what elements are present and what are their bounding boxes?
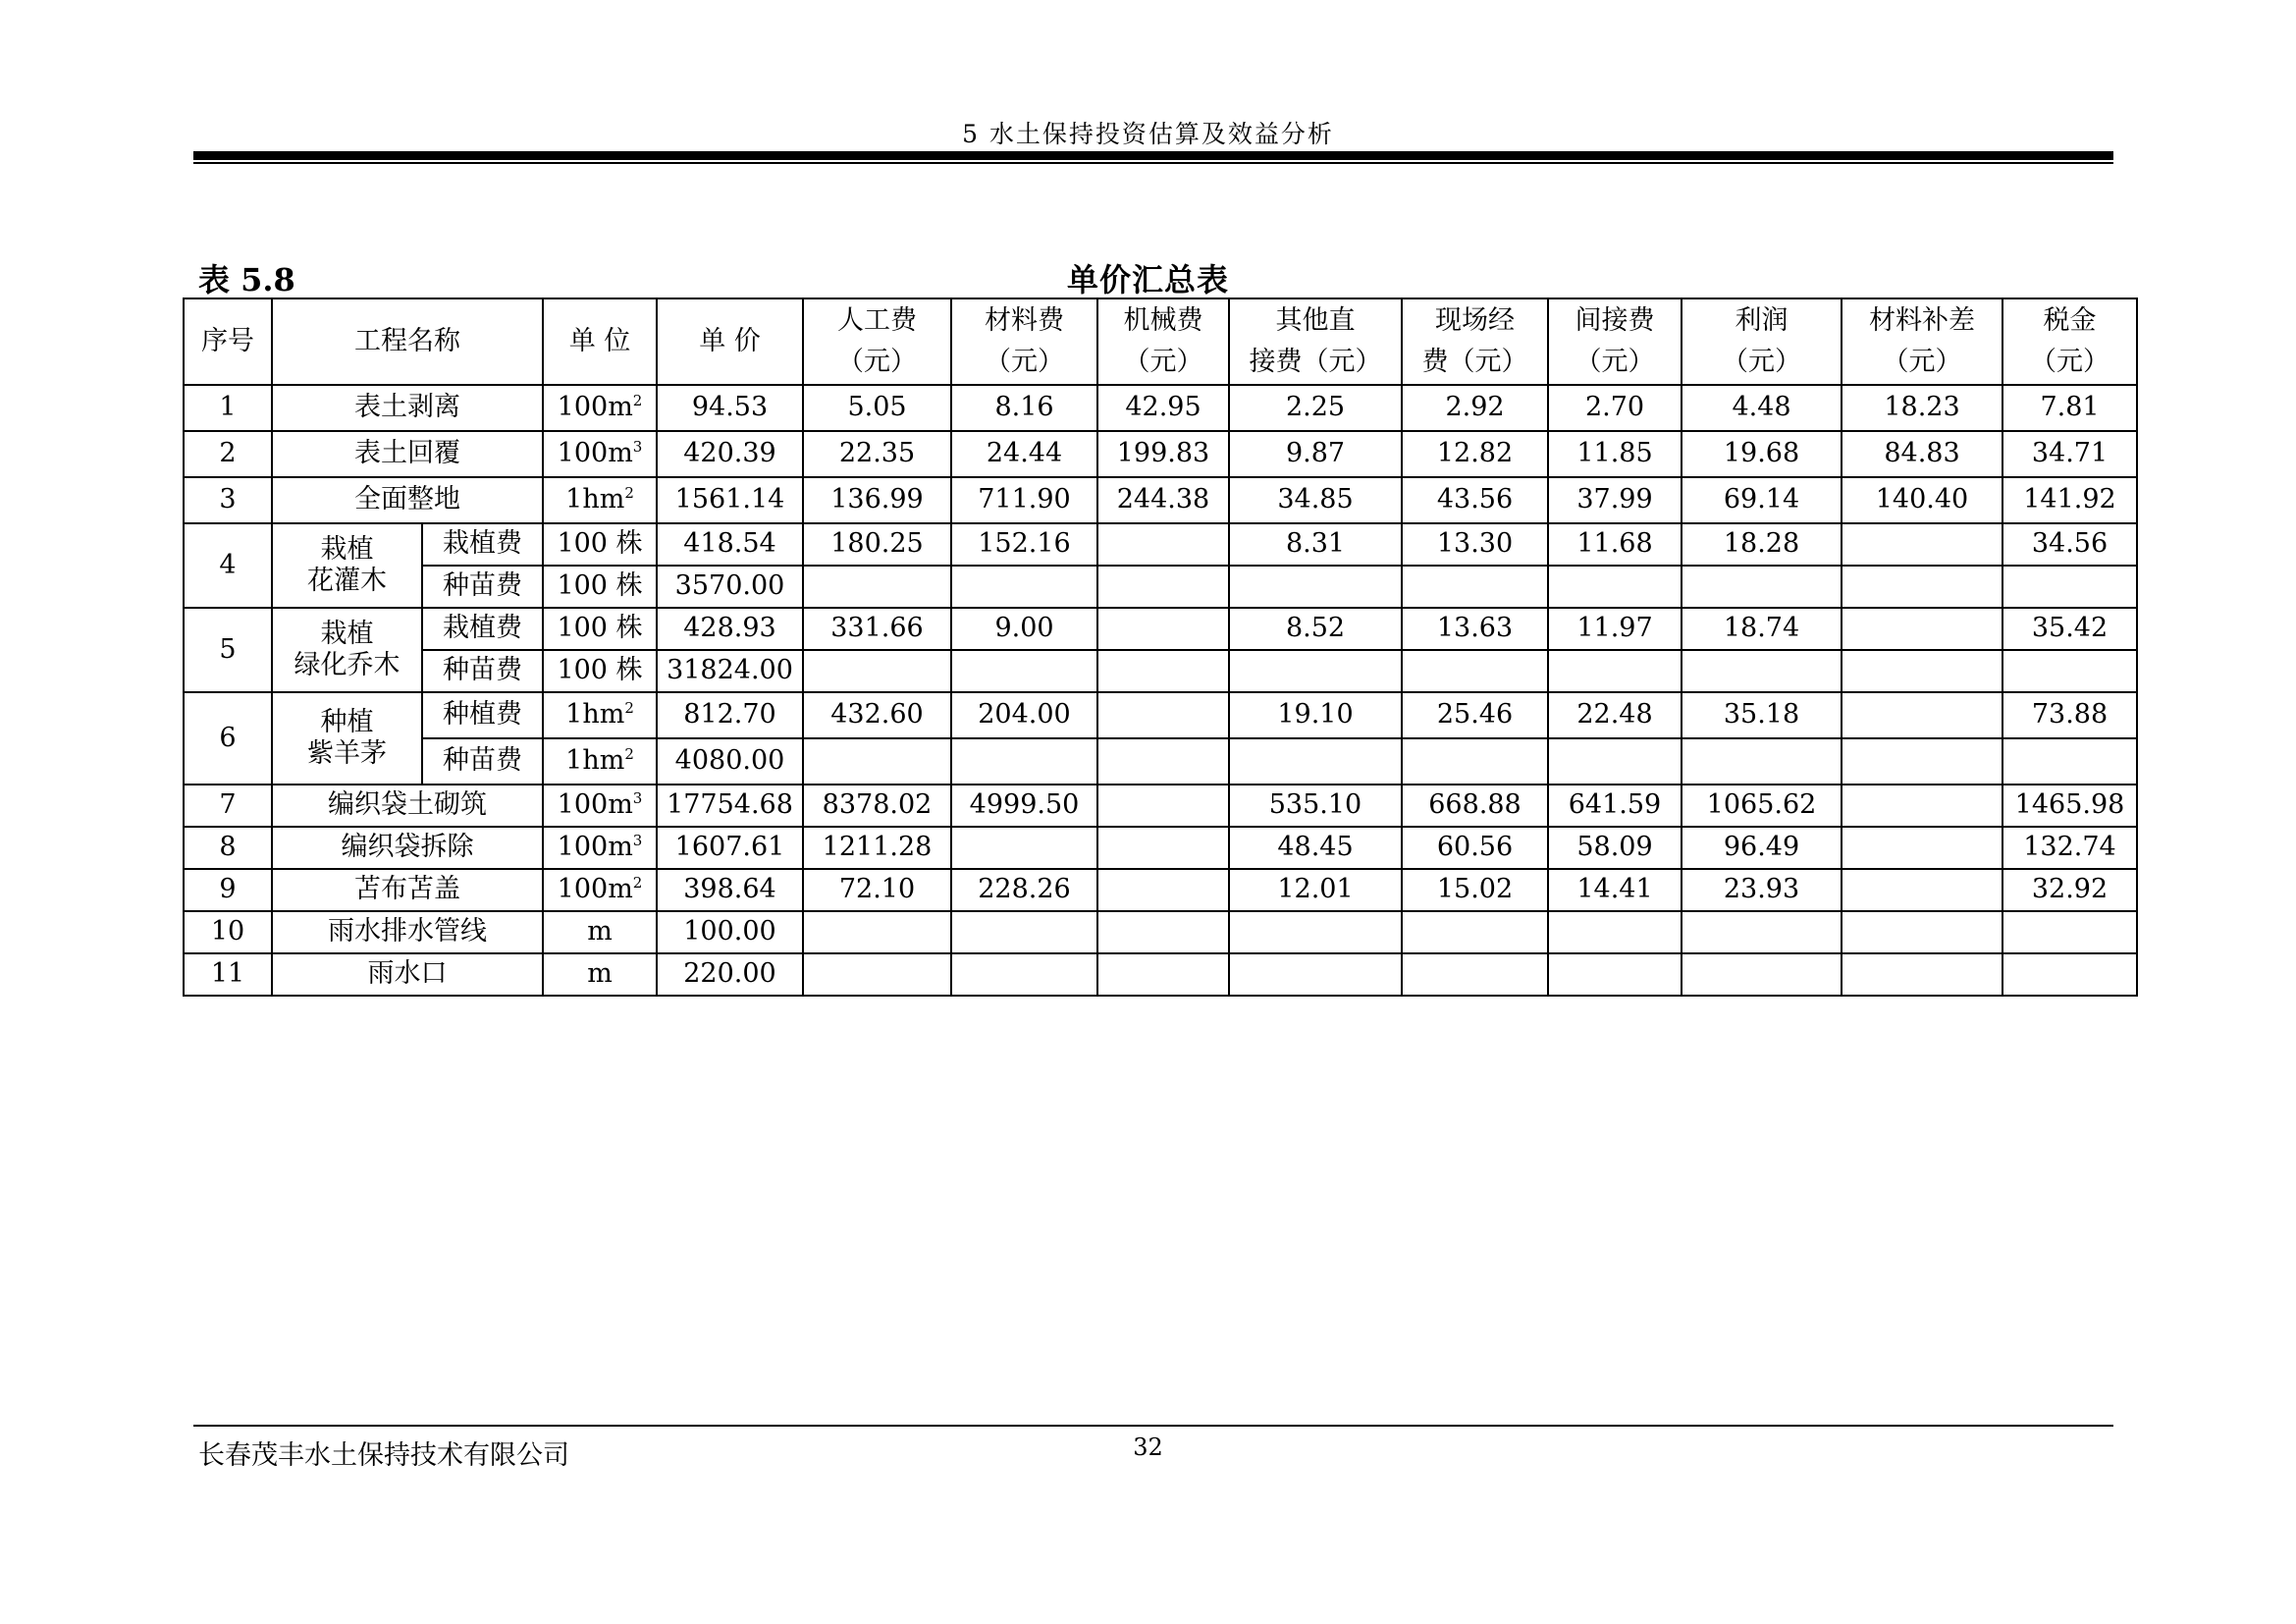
- profit-cell: 18.28: [1682, 523, 1842, 566]
- name-cell: 编织袋土砌筑: [272, 785, 543, 827]
- table-header-row: [184, 298, 2137, 385]
- profit-cell: 19.68: [1682, 431, 1842, 477]
- unit-cell: $1hm^2$: [543, 692, 657, 738]
- site-cell: 43.56: [1402, 477, 1548, 523]
- other-direct-cell: 48.45: [1229, 827, 1402, 869]
- other-direct-cell: [1229, 911, 1402, 953]
- labor-cell: 331.66: [803, 608, 951, 650]
- unit-cell: $100m^3$: [543, 827, 657, 869]
- table-row: [184, 385, 2137, 431]
- seq-cell: 6: [184, 692, 272, 785]
- other-direct-cell: [1229, 650, 1402, 692]
- labor-cell: 1211.28: [803, 827, 951, 869]
- indirect-cell: 11.68: [1548, 523, 1682, 566]
- profit-cell: [1682, 953, 1842, 996]
- site-cell: 668.88: [1402, 785, 1548, 827]
- supplement-cell: [1842, 692, 2002, 738]
- material-cell: 8.16: [951, 385, 1097, 431]
- machine-cell: 42.95: [1097, 385, 1229, 431]
- table-row: [184, 608, 2137, 650]
- labor-cell: [803, 953, 951, 996]
- profit-cell: 1065.62: [1682, 785, 1842, 827]
- machine-cell: [1097, 738, 1229, 785]
- price-cell: 4080.00: [657, 738, 803, 785]
- col-header-material: 材料费 （元）: [951, 298, 1097, 385]
- site-cell: 13.63: [1402, 608, 1548, 650]
- unit-cell: 100 株: [543, 650, 657, 692]
- profit-cell: [1682, 650, 1842, 692]
- indirect-cell: 58.09: [1548, 827, 1682, 869]
- material-cell: [951, 911, 1097, 953]
- machine-cell: [1097, 692, 1229, 738]
- material-cell: 711.90: [951, 477, 1097, 523]
- indirect-cell: [1548, 953, 1682, 996]
- footer-company: 长春茂丰水土保持技术有限公司: [198, 1440, 569, 1471]
- material-cell: [951, 827, 1097, 869]
- price-cell: 220.00: [657, 953, 803, 996]
- tax-cell: 1465.98: [2002, 785, 2137, 827]
- supplement-cell: 18.23: [1842, 385, 2002, 431]
- indirect-cell: [1548, 566, 1682, 608]
- col-header-name: 工程名称: [272, 298, 543, 385]
- table-row: [184, 827, 2137, 869]
- profit-cell: 18.74: [1682, 608, 1842, 650]
- sub-item-cell: 栽植费: [422, 608, 543, 650]
- material-cell: 9.00: [951, 608, 1097, 650]
- tax-cell: [2002, 738, 2137, 785]
- indirect-cell: [1548, 650, 1682, 692]
- machine-cell: [1097, 523, 1229, 566]
- col-header-price: 单 价: [657, 298, 803, 385]
- other-direct-cell: 535.10: [1229, 785, 1402, 827]
- table-row: [184, 953, 2137, 996]
- name-cell: 编织袋拆除: [272, 827, 543, 869]
- price-cell: 17754.68: [657, 785, 803, 827]
- table-row: [184, 523, 2137, 566]
- supplement-cell: [1842, 911, 2002, 953]
- other-direct-cell: [1229, 953, 1402, 996]
- site-cell: 2.92: [1402, 385, 1548, 431]
- col-header-labor: 人工费 （元）: [803, 298, 951, 385]
- other-direct-cell: 8.31: [1229, 523, 1402, 566]
- tax-cell: 141.92: [2002, 477, 2137, 523]
- running-header: 5 水土保持投资估算及效益分析: [962, 120, 1334, 148]
- table-row: [184, 911, 2137, 953]
- other-direct-cell: [1229, 566, 1402, 608]
- labor-cell: 432.60: [803, 692, 951, 738]
- col-header-unit: 单 位: [543, 298, 657, 385]
- col-header-machine: 机械费 （元）: [1097, 298, 1229, 385]
- name-cell: 种植 紫羊茅: [272, 692, 422, 785]
- material-cell: [951, 738, 1097, 785]
- sub-item-cell: 种苗费: [422, 650, 543, 692]
- seq-cell: 11: [184, 953, 272, 996]
- price-cell: 31824.00: [657, 650, 803, 692]
- material-cell: 24.44: [951, 431, 1097, 477]
- material-cell: [951, 566, 1097, 608]
- price-cell: 812.70: [657, 692, 803, 738]
- machine-cell: [1097, 566, 1229, 608]
- table-title: 单价汇总表: [1066, 261, 1229, 298]
- material-cell: 204.00: [951, 692, 1097, 738]
- footer-rule: [193, 1425, 2113, 1427]
- labor-cell: [803, 566, 951, 608]
- material-cell: 228.26: [951, 869, 1097, 911]
- supplement-cell: [1842, 523, 2002, 566]
- supplement-cell: [1842, 738, 2002, 785]
- unit-price-table: [183, 298, 2138, 997]
- seq-cell: 3: [184, 477, 272, 523]
- labor-cell: 8378.02: [803, 785, 951, 827]
- labor-cell: 22.35: [803, 431, 951, 477]
- tax-cell: [2002, 953, 2137, 996]
- col-header-seq: 序号: [184, 298, 272, 385]
- unit-cell: m: [543, 953, 657, 996]
- unit-cell: $1hm^2$: [543, 477, 657, 523]
- tax-cell: 35.42: [2002, 608, 2137, 650]
- indirect-cell: [1548, 738, 1682, 785]
- indirect-cell: 11.85: [1548, 431, 1682, 477]
- site-cell: [1402, 738, 1548, 785]
- price-cell: 94.53: [657, 385, 803, 431]
- col-header-other-direct: 其他直 接费（元）: [1229, 298, 1402, 385]
- material-cell: [951, 650, 1097, 692]
- profit-cell: 35.18: [1682, 692, 1842, 738]
- material-cell: 152.16: [951, 523, 1097, 566]
- price-cell: 3570.00: [657, 566, 803, 608]
- seq-cell: 9: [184, 869, 272, 911]
- supplement-cell: [1842, 566, 2002, 608]
- tax-cell: [2002, 650, 2137, 692]
- seq-cell: 5: [184, 608, 272, 692]
- profit-cell: [1682, 738, 1842, 785]
- supplement-cell: [1842, 608, 2002, 650]
- header-rule-thin: [193, 162, 2113, 164]
- table-row: [184, 477, 2137, 523]
- tax-cell: [2002, 566, 2137, 608]
- machine-cell: [1097, 608, 1229, 650]
- indirect-cell: [1548, 911, 1682, 953]
- supplement-cell: [1842, 953, 2002, 996]
- sub-item-cell: 种植费: [422, 692, 543, 738]
- unit-cell: 100 株: [543, 523, 657, 566]
- unit-cell: $100m^3$: [543, 785, 657, 827]
- name-cell: 全面整地: [272, 477, 543, 523]
- tax-cell: 34.71: [2002, 431, 2137, 477]
- tax-cell: 7.81: [2002, 385, 2137, 431]
- supplement-cell: [1842, 827, 2002, 869]
- name-cell: 雨水口: [272, 953, 543, 996]
- site-cell: 12.82: [1402, 431, 1548, 477]
- price-cell: 420.39: [657, 431, 803, 477]
- table-row: [184, 566, 2137, 608]
- price-cell: 398.64: [657, 869, 803, 911]
- name-cell: 栽植 花灌木: [272, 523, 422, 608]
- labor-cell: 72.10: [803, 869, 951, 911]
- indirect-cell: 37.99: [1548, 477, 1682, 523]
- labor-cell: 136.99: [803, 477, 951, 523]
- machine-cell: [1097, 911, 1229, 953]
- machine-cell: [1097, 953, 1229, 996]
- site-cell: 25.46: [1402, 692, 1548, 738]
- sub-item-cell: 栽植费: [422, 523, 543, 566]
- other-direct-cell: 9.87: [1229, 431, 1402, 477]
- seq-cell: 2: [184, 431, 272, 477]
- col-header-supplement: 材料补差 （元）: [1842, 298, 2002, 385]
- col-header-profit: 利润 （元）: [1682, 298, 1842, 385]
- name-cell: 雨水排水管线: [272, 911, 543, 953]
- seq-cell: 8: [184, 827, 272, 869]
- unit-cell: 100 株: [543, 608, 657, 650]
- indirect-cell: 14.41: [1548, 869, 1682, 911]
- other-direct-cell: 8.52: [1229, 608, 1402, 650]
- supplement-cell: 84.83: [1842, 431, 2002, 477]
- price-cell: 1561.14: [657, 477, 803, 523]
- seq-cell: 4: [184, 523, 272, 608]
- table-row: [184, 738, 2137, 785]
- price-cell: 428.93: [657, 608, 803, 650]
- site-cell: [1402, 911, 1548, 953]
- tax-cell: 32.92: [2002, 869, 2137, 911]
- machine-cell: [1097, 869, 1229, 911]
- labor-cell: 5.05: [803, 385, 951, 431]
- page-number: 32: [1133, 1434, 1163, 1461]
- other-direct-cell: 2.25: [1229, 385, 1402, 431]
- profit-cell: [1682, 911, 1842, 953]
- indirect-cell: 641.59: [1548, 785, 1682, 827]
- material-cell: 4999.50: [951, 785, 1097, 827]
- profit-cell: 4.48: [1682, 385, 1842, 431]
- table-row: [184, 431, 2137, 477]
- site-cell: 13.30: [1402, 523, 1548, 566]
- col-header-indirect: 间接费 （元）: [1548, 298, 1682, 385]
- table-label: 表 5.8: [198, 261, 295, 298]
- machine-cell: [1097, 650, 1229, 692]
- tax-cell: [2002, 911, 2137, 953]
- machine-cell: 199.83: [1097, 431, 1229, 477]
- supplement-cell: [1842, 785, 2002, 827]
- indirect-cell: 2.70: [1548, 385, 1682, 431]
- site-cell: [1402, 953, 1548, 996]
- site-cell: 60.56: [1402, 827, 1548, 869]
- labor-cell: [803, 738, 951, 785]
- price-cell: 1607.61: [657, 827, 803, 869]
- col-header-tax: 税金 （元）: [2002, 298, 2137, 385]
- other-direct-cell: 19.10: [1229, 692, 1402, 738]
- sub-item-cell: 种苗费: [422, 738, 543, 785]
- header-rule-thick: [193, 151, 2113, 160]
- supplement-cell: [1842, 650, 2002, 692]
- supplement-cell: 140.40: [1842, 477, 2002, 523]
- other-direct-cell: 34.85: [1229, 477, 1402, 523]
- unit-cell: $100m^3$: [543, 431, 657, 477]
- labor-cell: [803, 650, 951, 692]
- profit-cell: 69.14: [1682, 477, 1842, 523]
- profit-cell: [1682, 566, 1842, 608]
- profit-cell: 96.49: [1682, 827, 1842, 869]
- sub-item-cell: 种苗费: [422, 566, 543, 608]
- seq-cell: 10: [184, 911, 272, 953]
- price-cell: 418.54: [657, 523, 803, 566]
- material-cell: [951, 953, 1097, 996]
- machine-cell: [1097, 785, 1229, 827]
- name-cell: 表土剥离: [272, 385, 543, 431]
- indirect-cell: 11.97: [1548, 608, 1682, 650]
- site-cell: [1402, 650, 1548, 692]
- table-row: [184, 869, 2137, 911]
- labor-cell: 180.25: [803, 523, 951, 566]
- tax-cell: 34.56: [2002, 523, 2137, 566]
- profit-cell: 23.93: [1682, 869, 1842, 911]
- unit-cell: 100 株: [543, 566, 657, 608]
- name-cell: 栽植 绿化乔木: [272, 608, 422, 692]
- supplement-cell: [1842, 869, 2002, 911]
- site-cell: 15.02: [1402, 869, 1548, 911]
- table-row: [184, 650, 2137, 692]
- seq-cell: 7: [184, 785, 272, 827]
- machine-cell: [1097, 827, 1229, 869]
- col-header-site: 现场经 费（元）: [1402, 298, 1548, 385]
- unit-cell: $1hm^2$: [543, 738, 657, 785]
- tax-cell: 132.74: [2002, 827, 2137, 869]
- seq-cell: 1: [184, 385, 272, 431]
- tax-cell: 73.88: [2002, 692, 2137, 738]
- unit-cell: $100m^2$: [543, 869, 657, 911]
- name-cell: 表土回覆: [272, 431, 543, 477]
- site-cell: [1402, 566, 1548, 608]
- labor-cell: [803, 911, 951, 953]
- unit-cell: m: [543, 911, 657, 953]
- name-cell: 苫布苫盖: [272, 869, 543, 911]
- table-row: [184, 692, 2137, 738]
- indirect-cell: 22.48: [1548, 692, 1682, 738]
- other-direct-cell: 12.01: [1229, 869, 1402, 911]
- price-cell: 100.00: [657, 911, 803, 953]
- table-row: [184, 785, 2137, 827]
- other-direct-cell: [1229, 738, 1402, 785]
- unit-cell: $100m^2$: [543, 385, 657, 431]
- machine-cell: 244.38: [1097, 477, 1229, 523]
